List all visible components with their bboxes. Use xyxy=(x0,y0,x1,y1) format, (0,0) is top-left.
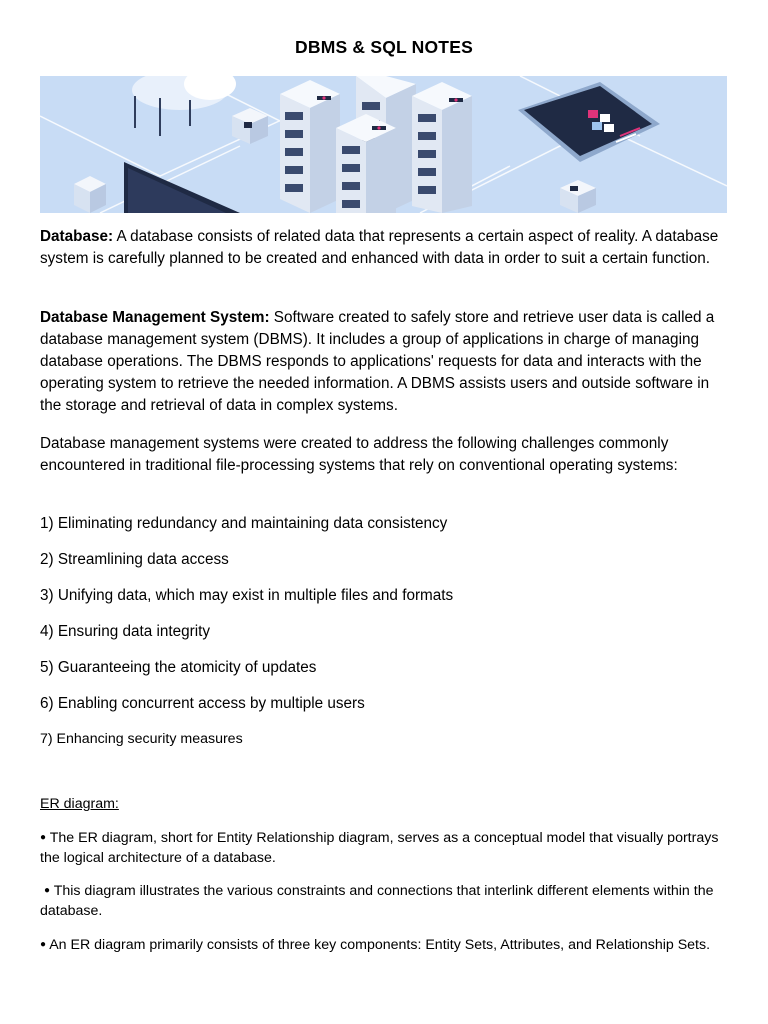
er-bullet xyxy=(40,828,730,868)
er-bullet-text: The ER diagram, short for Entity Relationship diagram, serves as a conceptual model that visually portrays the logical architecture of a database. xyxy=(40,830,719,866)
er-bullet xyxy=(40,881,730,921)
list-item: 2) Streamlining data access xyxy=(40,551,229,568)
dbms-term: Database Management System: xyxy=(40,309,270,326)
er-diagram-heading: ER diagram: xyxy=(40,796,119,812)
banner-illustration xyxy=(40,76,727,213)
intro-paragraph: Database management systems were created to address the following challenges commonly encountered in traditional file-processing systems that rely on conventional operating systems: xyxy=(40,435,678,474)
list-item: 7) Enhancing security measures xyxy=(40,731,243,747)
database-text: A database consists of related data that represents a certain aspect of reality. A database system is carefully planned to be created and enhanced with data in order to suit a certain function. xyxy=(40,228,719,267)
server-rack-icon xyxy=(280,80,340,213)
server-rack-icon xyxy=(412,82,472,213)
er-bullet xyxy=(40,935,730,955)
dbms-text: Software created to safely store and retrieve user data is called a database management system (DBMS). It includes a group of applications in charge of managing database operations. The DBMS responds to applications' requests for data and interacts with the operating system to retrieve the needed information. A DBMS assists users and outside software in the storage and retrieval of data in complex systems. xyxy=(40,309,715,414)
list-item: 3) Unifying data, which may exist in multiple files and formats xyxy=(40,587,454,604)
dbms-definition xyxy=(40,307,730,417)
database-term: Database: xyxy=(40,228,114,245)
list-item: 1) Eliminating redundancy and maintaining data consistency xyxy=(40,515,448,532)
database-definition xyxy=(40,226,730,270)
er-bullet-text: This diagram illustrates the various constraints and connections that interlink different elements within the database. xyxy=(40,883,714,919)
server-rack-icon xyxy=(336,114,396,213)
bullet-icon: ● xyxy=(40,832,47,843)
list-item: 4) Ensuring data integrity xyxy=(40,623,211,640)
list-item: 5) Guaranteeing the atomicity of updates xyxy=(40,659,317,676)
er-bullet-text: An ER diagram primarily consists of three key components: Entity Sets, Attributes, and Relationship Sets. xyxy=(49,937,711,953)
list-item: 6) Enabling concurrent access by multiple users xyxy=(40,695,365,712)
bullet-icon: ● xyxy=(40,939,47,950)
page-title: DBMS & SQL NOTES xyxy=(295,37,473,57)
bullet-icon: ● xyxy=(43,885,50,896)
